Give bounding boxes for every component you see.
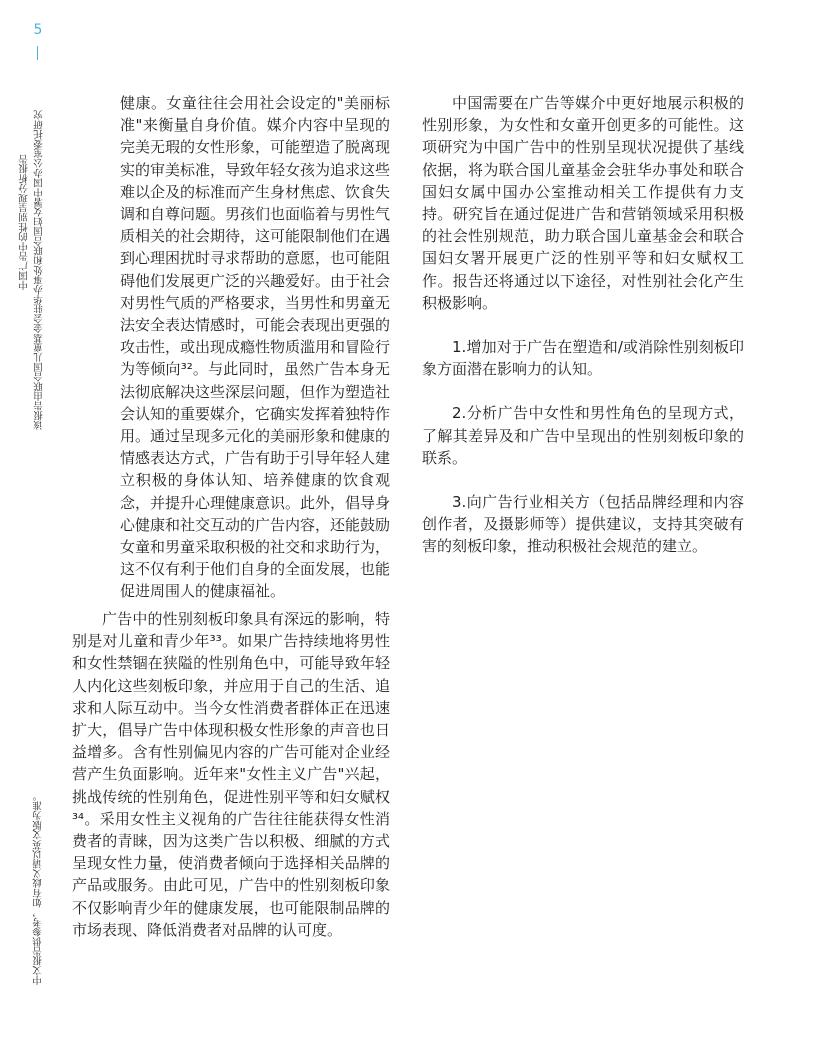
- body-paragraph-1: 健康。女童往往会用社会设定的"美丽标准"来衡量自身价值。媒介内容中呈现的完美无瑕的女性形象，可能塑造了脱离现实的审美标准，导致年轻女孩为追求这些难以企及的标准而产生身材焦虑、饮食失调和自尊问题。男孩们也面临着与男性气质相关的社会期待，这可能限制他们在遇到心理困扰时寻求帮助的意愿，也可能阻碍他们发展更广泛的兴趣爱好。由于社会对男性气质的严格要求，当男性和男童无法安全表达情感时，可能会表现出更强的攻击性，或出现成瘾性物质滥用和冒险行为等倾向³²。与此同时，虽然广告本身无法彻底解决这些深层问题，但作为塑造社会认知的重要媒介，它确实发挥着独特作用。通过呈现多元化的美丽形象和健康的情感表达方式，广告有助于引导年轻人建立积极的身体认知、培养健康的饮食观念，并提升心理健康意识。此外，倡导身心健康和社交互动的广告内容，还能鼓励女童和男童采取积极的社交和求助行为，这不仅有利于他们自身的全面发展，也能促进周围人的健康福祉。: [120, 94, 391, 601]
- right-column: [422, 92, 744, 558]
- list-item-2: 2.分析广告中女性和男性角色的呈现方式，了解其差异及和广告中呈现出的性别刻板印象的联系。: [422, 404, 744, 467]
- page-number-rule: [37, 46, 38, 60]
- list-item-1: 1.增加对于广告在塑造和/或消除性别刻板印象方面潜在影响力的认知。: [422, 338, 744, 379]
- page-number: 5: [33, 22, 43, 38]
- list-item-3: 3.向广告行业相关方（包括品牌经理和内容创作者，及摄影师等）提供建议，支持其突破有害的刻板印象，推动积极社会规范的建立。: [422, 493, 744, 556]
- translation-disclaimer: 中文报告供参考，如有歧义请以英文版为准。: [33, 791, 44, 985]
- left-column-upper: [120, 92, 390, 603]
- report-title-vertical: 中国广告中的性别呈现分析报告: [19, 154, 30, 290]
- report-subtitle-vertical: 该报告由联合国儿童基金会驻华办事处和联合国妇女署中国办公室委托研究: [34, 109, 45, 430]
- right-intro-paragraph: 中国需要在广告等媒介中更好地展示积极的性别形象，为女性和女童开创更多的可能性。这项研究为中国广告中的性别呈现状况提供了基线依据，将为联合国儿童基金会驻华办事处和联合国妇女属中国办公室推动相关工作提供有力支持。研究旨在通过促进广告和营销领域采用积极的社会性别规范，助力联合国儿童基金会和联合国妇女署开展更广泛的性别平等和妇女赋权工作。报告还将通过以下途径，对性别社会化产生积极影响。: [422, 94, 744, 312]
- left-column-lower: [72, 608, 390, 941]
- body-paragraph-2: 广告中的性别刻板印象具有深远的影响，特别是对儿童和青少年³³。如果广告持续地将男性和女性禁锢在狭隘的性别角色中，可能导致年轻人内化这些刻板印象，并应用于自己的生活、追求和人际互动中。当今女性消费者群体正在迅速扩大，倡导广告中体现积极女性形象的声音也日益增多。含有性别偏见内容的广告可能对企业经营产生负面影响。近年来"女性主义广告"兴起，挑战传统的性别角色，促进性别平等和妇女赋权³⁴。采用女性主义视角的广告往往能获得女性消费者的青睐，因为这类广告以积极、细腻的方式呈现女性力量，使消费者倾向于选择相关品牌的产品或服务。由此可见，广告中的性别刻板印象不仅影响青少年的健康发展，也可能限制品牌的市场表现、降低消费者对品牌的认可度。: [72, 610, 390, 939]
